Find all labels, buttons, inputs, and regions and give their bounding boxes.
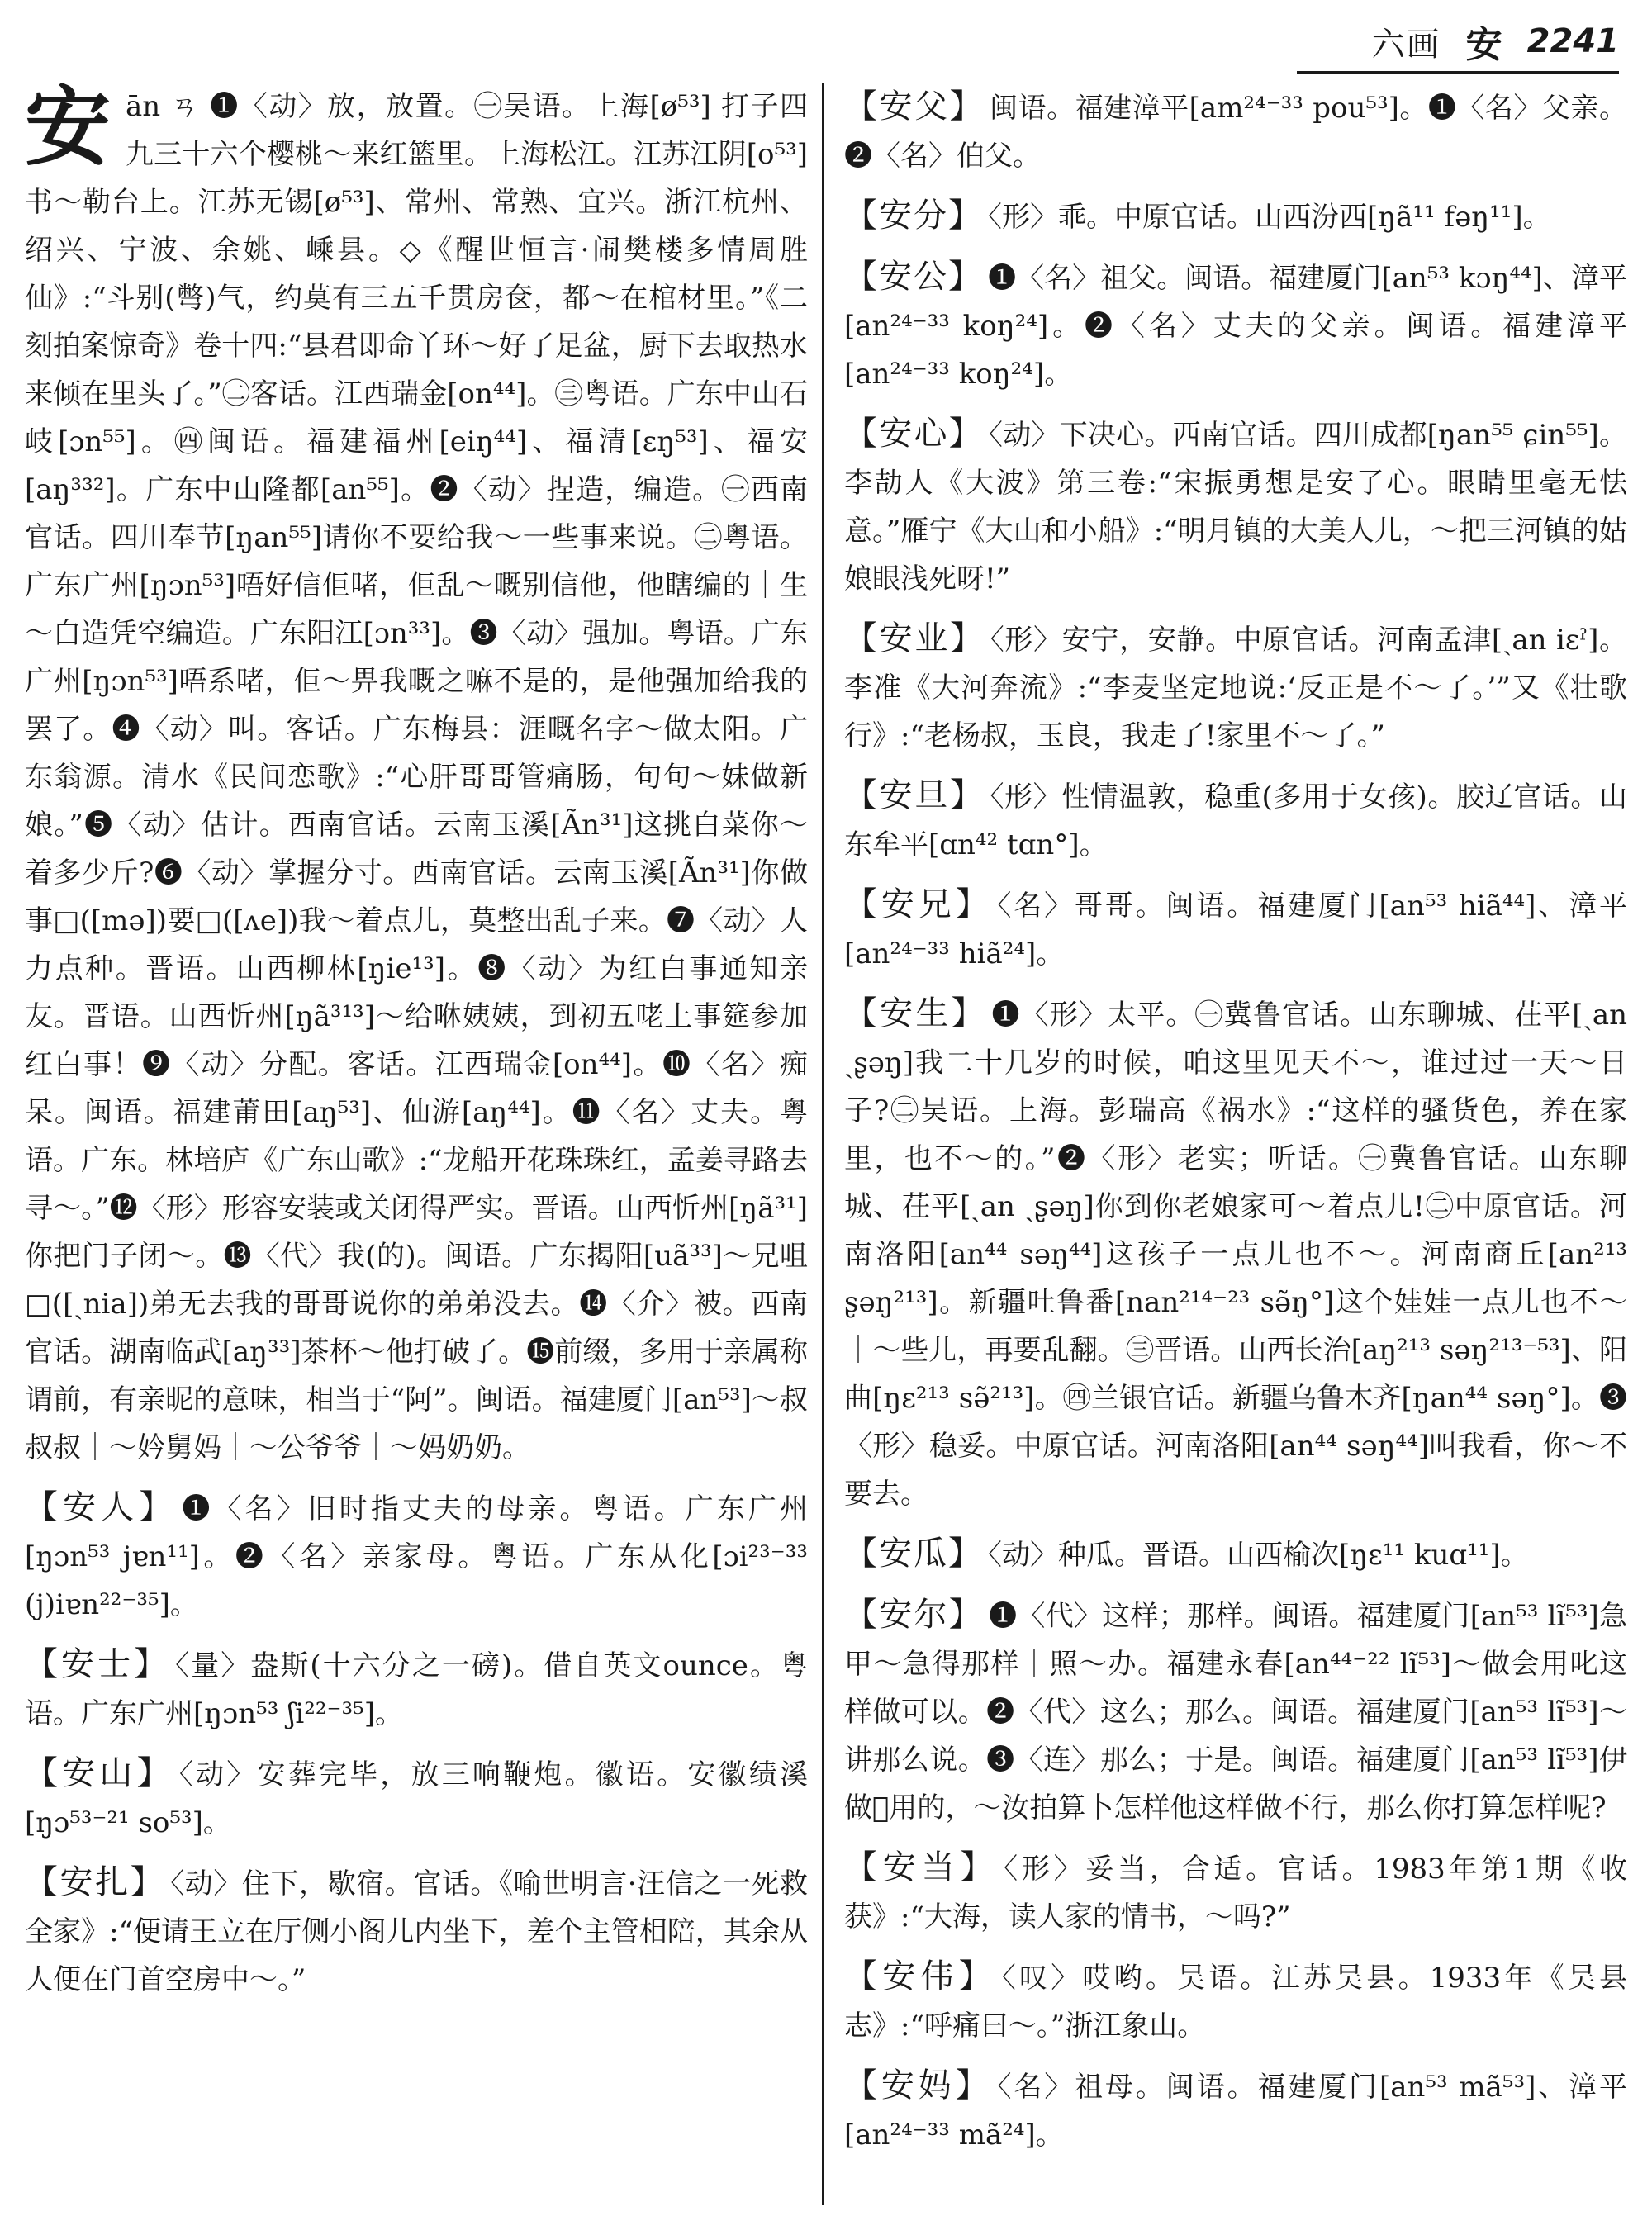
dictionary-entry	[25, 1483, 808, 1629]
entry-body: 〈动〉下决心。西南官话。四川成都[ŋan⁵⁵ ɕin⁵⁵]。李劼人《大波》第三卷:“宋振勇想是安了心。眼睛里毫无怯意。”雁宁《大山和小船》:“明月镇的大美人儿，～把三河镇的姑娘眼浅死呀!”	[844, 419, 1627, 595]
dictionary-entry	[844, 1530, 1627, 1579]
entry-body: ❶〈名〉旧时指丈夫的母亲。粤语。广东广州[ŋɔn⁵³ jɐn¹¹]。❷〈名〉亲家母。粤语。广东从化[ɔi²³⁻³³ (j)iɐn²²⁻³⁵]。	[25, 1492, 808, 1621]
dictionary-entry	[25, 1640, 808, 1738]
dictionary-entry	[844, 880, 1627, 978]
dictionary-entry	[844, 771, 1627, 869]
entry-headword: 【安士】	[25, 1645, 171, 1683]
entry-body: 〈名〉祖母。闽语。福建厦门[an⁵³ mã⁵³]、漳平[an²⁴⁻³³ mã²⁴]。	[844, 2071, 1627, 2152]
entry-headword: 【安人】	[25, 1488, 178, 1526]
entry-headword: 【安妈】	[844, 2066, 993, 2104]
stroke-section-label: 六画	[1371, 25, 1441, 64]
entry-body: 〈动〉安葬完毕，放三响鞭炮。徽语。安徽绩溪[ŋɔ⁵³⁻²¹ so⁵³]。	[25, 1758, 808, 1839]
dictionary-entry	[844, 83, 1627, 180]
page-number: 2241	[1526, 22, 1619, 60]
entry-body: ❶〈名〉祖父。闽语。福建厦门[an⁵³ kɔŋ⁴⁴]、漳平[an²⁴⁻³³ koŋ²⁴]。❷〈名〉丈夫的父亲。闽语。福建漳平[an²⁴⁻³³ koŋ²⁴]。	[844, 262, 1627, 391]
entry-body: ❶〈代〉这样；那样。闽语。福建厦门[an⁵³ lĩ⁵³]急甲～急得那样｜照～办。福建永春[an⁴⁴⁻²² lĩ⁵³]～做会用叱这样做可以。❷〈代〉这么；那么。闽语。福建厦门[an⁵³ lĩ⁵³]～讲那么说。❸〈连〉那么；于是。闽语。福建厦门[an⁵³ lĩ⁵³]伊做𫟛用的，～汝拍算卜怎样他这样做不行，那么你打算怎样呢?	[844, 1600, 1627, 1824]
entry-body: 〈动〉住下，歇宿。官话。《喻世明言·汪信之一死救全家》:“便请王立在厅侧小阁儿内坐下，差个主管相陪，其余从人便在门首空房中～。”	[25, 1867, 808, 1996]
entry-body: ❶〈形〉太平。㊀冀鲁官话。山东聊城、茌平[ˏan ˏʂəŋ]我二十几岁的时候，咱这里见天不～，谁过过一天～日子?㊁吴语。上海。彭瑞高《祸水》:“这样的骚货色，养在家里，也不～的。”❷〈形〉老实；听话。㊀冀鲁官话。山东聊城、茌平[ˏan ˏʂəŋ]你到你老娘家可～着点儿!㊁中原官话。河南洛阳[an⁴⁴ səŋ⁴⁴]这孩子一点儿也不～。河南商丘[an²¹³ ʂəŋ²¹³]。新疆吐鲁番[nan²¹⁴⁻²³ sə̃ŋ°]这个娃娃一点儿也不～｜～些儿，再要乱翻。㊂晋语。山西长治[aŋ²¹³ səŋ²¹³⁻⁵³]、阳曲[ŋɛ²¹³ sə̃²¹³]。㊃兰银官话。新疆乌鲁木齐[ŋan⁴⁴ səŋ°]。❸〈形〉稳妥。中原官话。河南洛阳[an⁴⁴ səŋ⁴⁴]叫我看，你～不要去。	[844, 999, 1627, 1511]
entry-headword: 【安生】	[844, 994, 987, 1032]
entry-headword: 【安瓜】	[844, 1535, 983, 1573]
entry-headword: 【安分】	[844, 197, 983, 235]
entry-headword: 【安公】	[844, 258, 984, 296]
running-header	[1372, 18, 1619, 64]
entry-headword: 【安业】	[844, 619, 985, 657]
entry-body: 〈量〉盎斯(十六分之一磅)。借自英文ounce。粤语。广东广州[ŋɔn⁵³ ʃi²²⁻³⁵]。	[25, 1649, 808, 1730]
column-divider	[822, 83, 824, 2205]
entry-body: 〈形〉性情温敦，稳重(多用于女孩)。胶辽官话。山东牟平[ɑn⁴² tɑn°]。	[844, 780, 1627, 861]
entry-headword: 【安当】	[844, 1848, 999, 1886]
entry-headword: 【安山】	[25, 1754, 174, 1792]
dictionary-entry	[25, 1858, 808, 2004]
main-headword-character: 安	[25, 83, 112, 178]
entry-body: 〈叹〉哎哟。吴语。江苏吴县。1933年《吴县志》:“呼痛曰～。”浙江象山。	[844, 1962, 1627, 2043]
right-column	[844, 83, 1627, 2213]
entry-headword: 【安兄】	[844, 885, 993, 923]
dictionary-entry	[844, 1591, 1627, 1832]
entry-body: 闽语。福建漳平[am²⁴⁻³³ pou⁵³]。❶〈名〉父亲。❷〈名〉伯父。	[844, 92, 1627, 173]
main-entry	[25, 83, 808, 1472]
entry-body: 〈形〉妥当，合适。官话。1983年第1期《收获》:“大海，读人家的情书，～吗?”	[844, 1853, 1627, 1933]
entry-headword: 【安伟】	[844, 1957, 997, 1995]
entry-headword: 【安心】	[844, 415, 984, 453]
entry-headword: 【安尔】	[844, 1596, 985, 1634]
dictionary-entry	[25, 1749, 808, 1847]
left-column	[25, 83, 808, 2213]
dictionary-entry	[844, 989, 1627, 1518]
dictionary-entry	[844, 614, 1627, 760]
dictionary-entry	[844, 1952, 1627, 2050]
entry-headword: 【安旦】	[844, 776, 985, 814]
dictionary-entry	[844, 192, 1627, 241]
dictionary-entry	[844, 2062, 1627, 2159]
dictionary-entry	[844, 410, 1627, 603]
header-rule	[1297, 71, 1619, 74]
entry-body: 〈形〉安宁，安静。中原官话。河南孟津[ˏan iɛˀ]。李准《大河奔流》:“李麦坚定地说:‘反正是不～了。’”又《壮歌行》:“老杨叔，玉良，我走了!家里不～了。”	[844, 624, 1627, 752]
entry-headword: 【安扎】	[25, 1863, 166, 1901]
entry-body: 〈动〉种瓜。晋语。山西榆次[ŋɛ¹¹ kuɑ¹¹]。	[988, 1539, 1529, 1572]
entry-body: 〈名〉哥哥。闽语。福建厦门[an⁵³ hiã⁴⁴]、漳平[an²⁴⁻³³ hiã²⁴]。	[844, 890, 1627, 970]
dictionary-entry	[844, 253, 1627, 398]
main-entry-body: ān ㄢ ❶〈动〉放，放置。㊀吴语。上海[ø⁵³] 打子四九三十六个樱桃～来红篮里。上海松江。江苏江阴[o⁵³]书～勒台上。江苏无锡[ø⁵³]、常州、常熟、宜兴。浙江杭州、绍兴、宁波、余姚、嵊县。◇《醒世恒言·闹樊楼多情周胜仙》:“斗别(彆)气，约莫有三五千贯房奁，都～在棺材里。”《二刻拍案惊奇》卷十四:“县君即命丫环～好了足盆，厨下去取热水来倾在里头了。”㊁客话。江西瑞金[on⁴⁴]。㊂粤语。广东中山石岐[ɔn⁵⁵]。㊃闽语。福建福州[eiŋ⁴⁴]、福清[ɛŋ⁵³]、福安[aŋ³³²]。广东中山隆都[an⁵⁵]。❷〈动〉捏造，编造。㊀西南官话。四川奉节[ŋan⁵⁵]请你不要给我～一些事来说。㊁粤语。广东广州[ŋɔn⁵³]唔好信佢啫，佢乱～嘅别信他，他瞎编的｜生～白造凭空编造。广东阳江[ɔn³³]。❸〈动〉强加。粤语。广东广州[ŋɔn⁵³]唔系啫，佢～畀我嘅之嘛不是的，是他强加给我的罢了。❹〈动〉叫。客话。广东梅县：涯嘅名字～做太阳。广东翁源。清水《民间恋歌》:“心肝哥哥管痛肠，句句～妹做新娘。”❺〈动〉估计。西南官话。云南玉溪[Ãn³¹]这挑白菜你～着多少斤?❻〈动〉掌握分寸。西南官话。云南玉溪[Ãn³¹]你做事□([mə])要□([ʌe])我～着点儿，莫整出乱子来。❼〈动〉人力点种。晋语。山西柳林[ŋie¹³]。❽〈动〉为红白事通知亲友。晋语。山西忻州[ŋã³¹³]～给咻姨姨，到初五咾上事筵参加红白事！❾〈动〉分配。客话。江西瑞金[on⁴⁴]。❿〈名〉痴呆。闽语。福建莆田[aŋ⁵³]、仙游[aŋ⁴⁴]。⓫〈名〉丈夫。粤语。广东。林培庐《广东山歌》:“龙船开花珠珠红，孟姜寻路去寻～。”⓬〈形〉形容安装或关闭得严实。晋语。山西忻州[ŋã³¹]你把门子闭～。⓭〈代〉我(的)。闽语。广东揭阳[uã³³]～兄咀□([ˏnia])弟无去我的哥哥说你的弟弟没去。⓮〈介〉被。西南官话。湖南临武[aŋ³³]茶杯～他打破了。⓯前缀，多用于亲属称谓前，有亲昵的意味，相当于“阿”。闽语。福建厦门[an⁵³]～叔叔叔｜～妗舅妈｜～公爷爷｜～妈奶奶。	[25, 90, 808, 1464]
header-head-character: 安	[1465, 24, 1502, 66]
entry-body: 〈形〉乖。中原官话。山西汾西[ŋã¹¹ fəŋ¹¹]。	[988, 201, 1551, 234]
dictionary-entry	[844, 1843, 1627, 1941]
entry-headword: 【安父】	[844, 88, 985, 126]
